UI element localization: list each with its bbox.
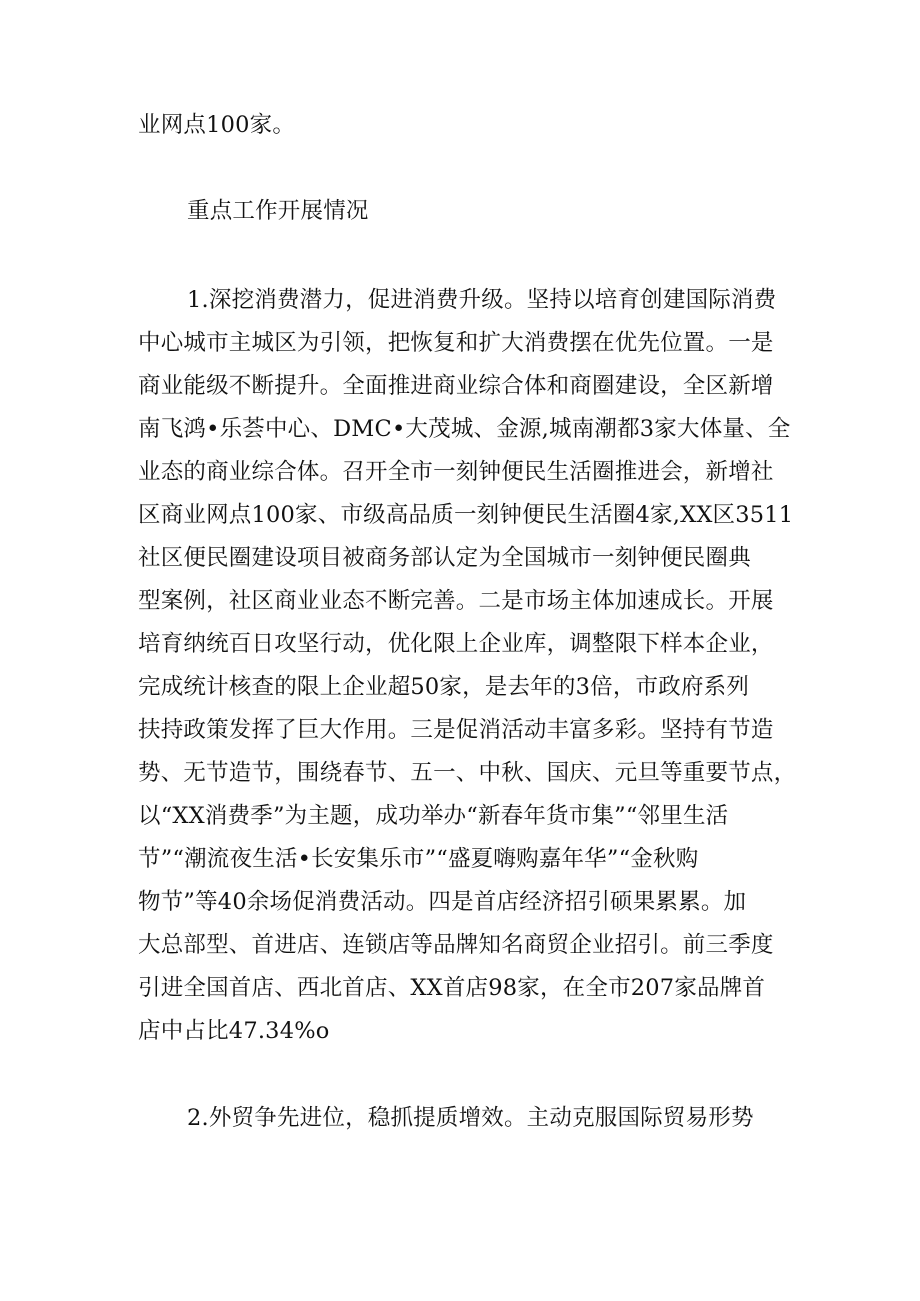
paragraph-line: 社区便民圈建设项目被商务部认定为全国城市一刻钟便民圈典 bbox=[138, 545, 751, 571]
paragraph-line: 完成统计核查的限上企业超50家，是去年的3倍，市政府系列 bbox=[138, 674, 750, 700]
section-heading: 重点工作开展情况 bbox=[187, 198, 369, 224]
paragraph-line: 型案例，社区商业业态不断完善。二是市场主体加速成长。开展 bbox=[138, 588, 774, 614]
paragraph-line: 物节”等40余场促消费活动。四是首店经济招引硕果累累。加 bbox=[138, 889, 747, 915]
paragraph-line: 2.外贸争先进位，稳抓提质增效。主动克服国际贸易形势 bbox=[187, 1105, 754, 1131]
paragraph-line: 以“XX消费季”为主题，成功举办“新春年货市集”“邻里生活 bbox=[138, 803, 729, 829]
paragraph-line: 1.深挖消费潜力，促进消费升级。坚持以培育创建国际消费 bbox=[187, 287, 777, 313]
paragraph-line: 中心城市主城区为引领，把恢复和扩大消费摆在优先位置。一是 bbox=[138, 330, 774, 356]
paragraph-line: 大总部型、首进店、连锁店等品牌知名商贸企业招引。前三季度 bbox=[138, 932, 774, 958]
paragraph-line: 区商业网点100家、市级高品质一刻钟便民生活圈4家,XX区3511 bbox=[138, 502, 794, 528]
paragraph-line: 引进全国首店、西北首店、XX首店98家，在全市207家品牌首 bbox=[138, 975, 766, 1001]
paragraph-line: 店中占比47.34%o bbox=[138, 1018, 330, 1044]
paragraph-line: 势、无节造节，围绕春节、五一、中秋、国庆、元旦等重要节点， bbox=[138, 760, 797, 786]
paragraph-line: 节”“潮流夜生活•长安集乐市”“盛夏嗨购嘉年华”“金秋购 bbox=[138, 846, 699, 872]
continuation-line: 业网点100家。 bbox=[138, 112, 296, 138]
paragraph-line: 南飞鸿•乐荟中心、DMC•大茂城、金源,城南潮都3家大体量、全 bbox=[138, 416, 791, 442]
paragraph-line: 扶持政策发挥了巨大作用。三是促消活动丰富多彩。坚持有节造 bbox=[138, 717, 774, 743]
paragraph-line: 业态的商业综合体。召开全市一刻钟便民生活圈推进会，新增社 bbox=[138, 459, 774, 485]
paragraph-line: 商业能级不断提升。全面推进商业综合体和商圈建设，全区新增 bbox=[138, 373, 774, 399]
paragraph-line: 培育纳统百日攻坚行动，优化限上企业库，调整限下样本企业， bbox=[138, 631, 774, 657]
